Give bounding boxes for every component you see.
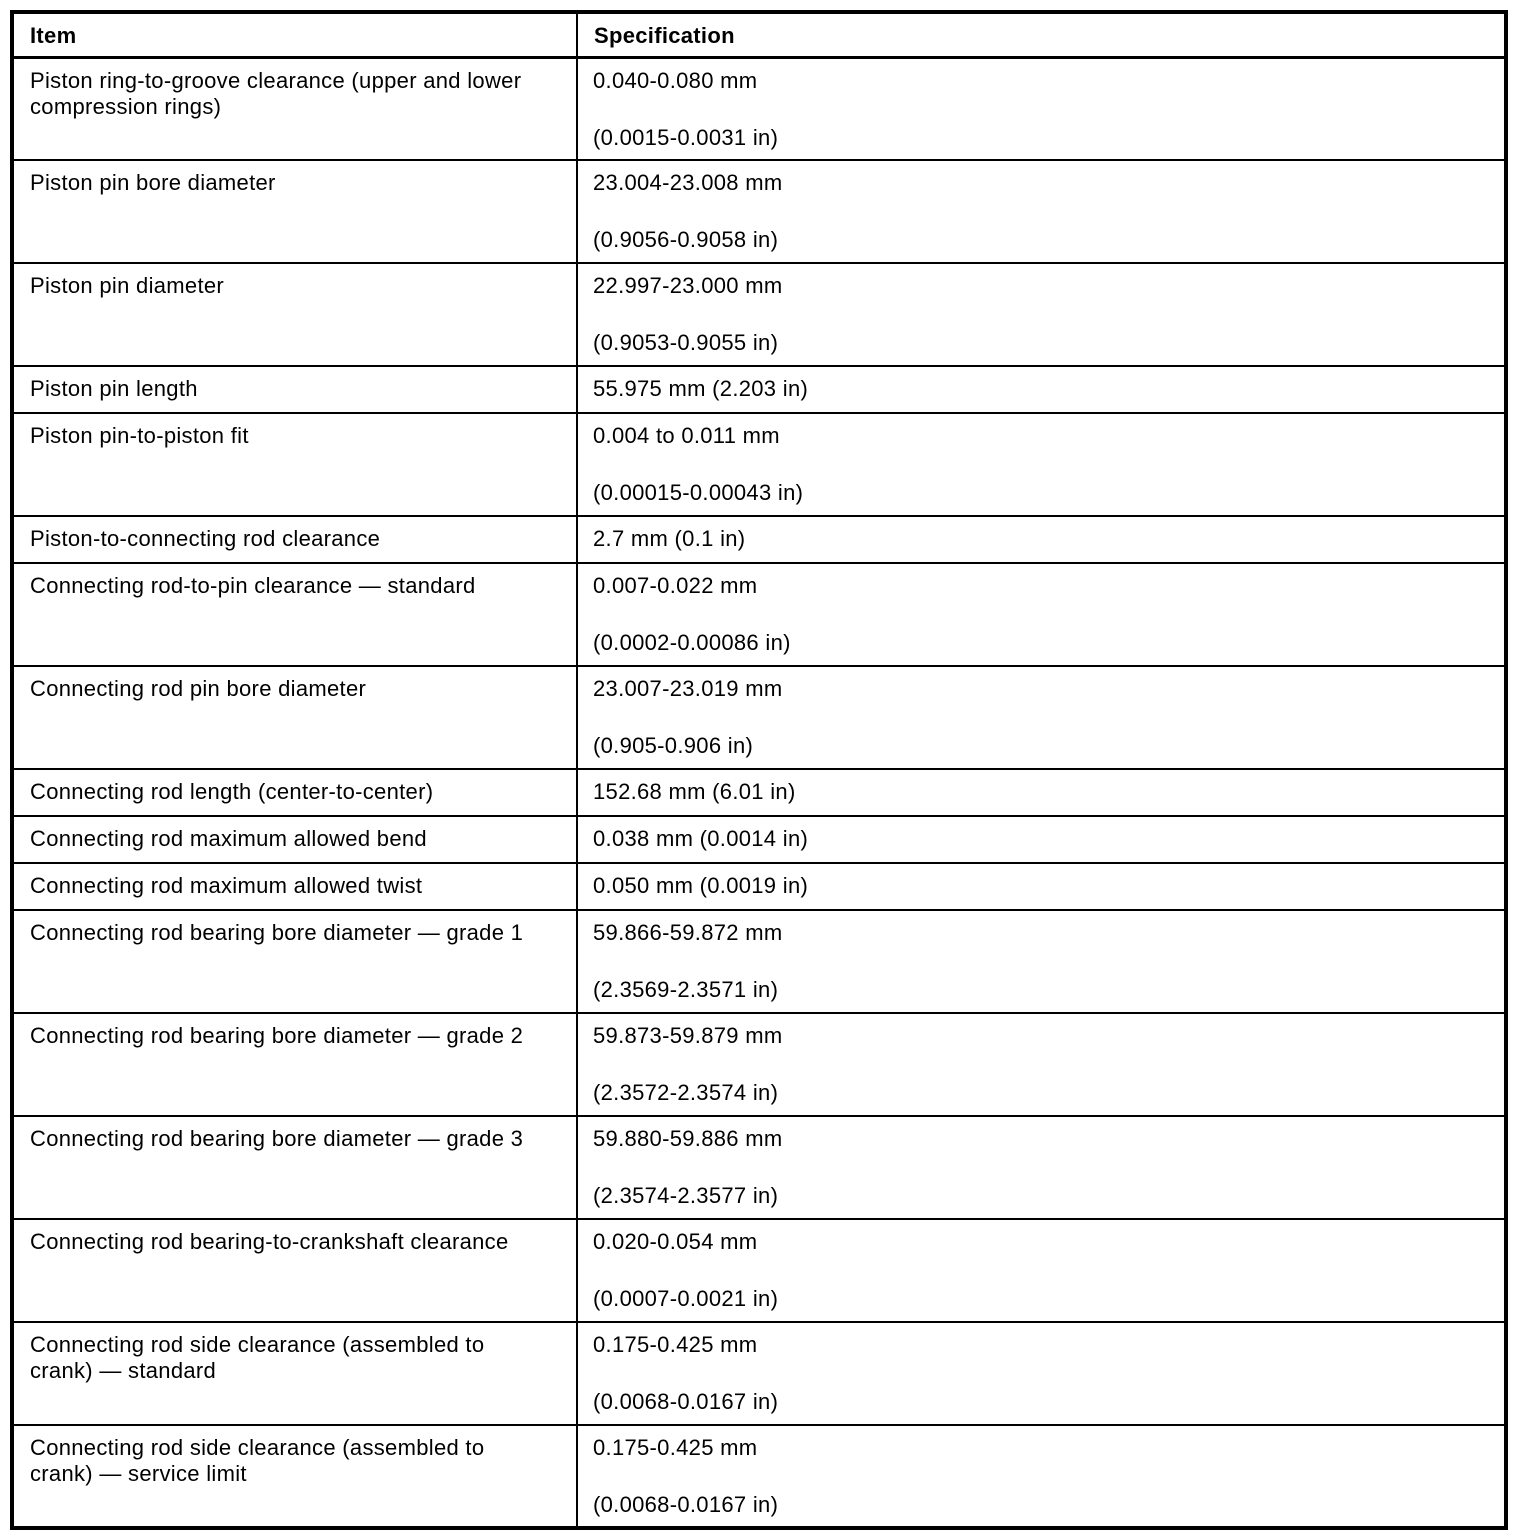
specification-line: 0.040-0.080 mm	[593, 67, 758, 93]
table-row	[12, 1219, 1506, 1322]
item-cell: Connecting rod side clearance (assembled to crank) — service limit	[12, 1425, 577, 1528]
table-row	[12, 263, 1506, 366]
specification-line: 2.7 mm (0.1 in)	[593, 526, 746, 551]
specification-line: 0.175-0.425 mm	[593, 1332, 758, 1357]
specification-cell	[577, 1425, 1506, 1528]
specification-line: (0.0068-0.0167 in)	[593, 1492, 779, 1517]
item-cell: Piston ring-to-groove clearance (upper and lower compression rings)	[12, 57, 577, 160]
table-row	[12, 563, 1506, 666]
item-cell: Connecting rod pin bore diameter	[12, 666, 577, 769]
specification-line: 0.020-0.054 mm	[593, 1229, 758, 1254]
item-cell: Connecting rod length (center-to-center)	[12, 769, 577, 816]
specification-line: (2.3569-2.3571 in)	[593, 977, 779, 1002]
item-cell: Connecting rod maximum allowed twist	[12, 863, 577, 910]
specification-line: (0.0015-0.0031 in)	[593, 124, 779, 150]
table-row	[12, 160, 1506, 263]
item-cell: Connecting rod bearing bore diameter — grade 1	[12, 910, 577, 1013]
table-header-row	[12, 12, 1506, 57]
table-row	[12, 413, 1506, 516]
specification-line: 0.004 to 0.011 mm	[593, 423, 780, 448]
specification-cell	[577, 1116, 1506, 1219]
specification-cell	[577, 816, 1506, 863]
item-cell: Connecting rod bearing bore diameter — grade 2	[12, 1013, 577, 1116]
table-row	[12, 769, 1506, 816]
specification-cell	[577, 1322, 1506, 1425]
specification-line: 22.997-23.000 mm	[593, 273, 783, 298]
specification-cell	[577, 366, 1506, 413]
table-row	[12, 1322, 1506, 1425]
specification-line: (2.3574-2.3577 in)	[593, 1183, 779, 1208]
table-row	[12, 516, 1506, 563]
column-header-specification: Specification	[577, 12, 1506, 57]
specification-cell	[577, 160, 1506, 263]
item-cell: Piston-to-connecting rod clearance	[12, 516, 577, 563]
specification-line: 59.866-59.872 mm	[593, 920, 783, 945]
table-row	[12, 1116, 1506, 1219]
item-cell: Connecting rod-to-pin clearance — standard	[12, 563, 577, 666]
item-cell: Piston pin diameter	[12, 263, 577, 366]
specification-line: (0.0002-0.00086 in)	[593, 630, 791, 655]
specification-line: 0.007-0.022 mm	[593, 573, 758, 598]
item-cell: Piston pin bore diameter	[12, 160, 577, 263]
specification-cell	[577, 910, 1506, 1013]
table-row	[12, 666, 1506, 769]
table-row	[12, 816, 1506, 863]
table-row	[12, 1013, 1506, 1116]
specification-line: (0.9053-0.9055 in)	[593, 330, 779, 355]
specification-line: 0.038 mm (0.0014 in)	[593, 826, 809, 851]
specification-line: (0.9056-0.9058 in)	[593, 227, 779, 252]
specification-cell	[577, 57, 1506, 160]
specification-cell	[577, 1013, 1506, 1116]
specification-table	[10, 10, 1508, 1530]
specification-cell	[577, 263, 1506, 366]
item-cell: Piston pin length	[12, 366, 577, 413]
specification-line: (0.0068-0.0167 in)	[593, 1389, 779, 1414]
specification-cell	[577, 413, 1506, 516]
specification-cell	[577, 666, 1506, 769]
specification-cell	[577, 1219, 1506, 1322]
column-header-item: Item	[12, 12, 577, 57]
table-row	[12, 366, 1506, 413]
table-row	[12, 1425, 1506, 1528]
item-cell: Connecting rod side clearance (assembled to crank) — standard	[12, 1322, 577, 1425]
item-cell: Connecting rod maximum allowed bend	[12, 816, 577, 863]
table-row	[12, 863, 1506, 910]
specification-line: 23.004-23.008 mm	[593, 170, 783, 195]
specification-cell	[577, 516, 1506, 563]
specification-cell	[577, 563, 1506, 666]
item-cell: Connecting rod bearing bore diameter — grade 3	[12, 1116, 577, 1219]
specification-line: 59.873-59.879 mm	[593, 1023, 783, 1048]
specification-line: 0.175-0.425 mm	[593, 1435, 758, 1460]
item-cell: Connecting rod bearing-to-crankshaft clearance	[12, 1219, 577, 1322]
specification-cell	[577, 863, 1506, 910]
specification-line: 23.007-23.019 mm	[593, 676, 783, 701]
specification-line: 59.880-59.886 mm	[593, 1126, 783, 1151]
specification-line: 55.975 mm (2.203 in)	[593, 376, 809, 401]
item-cell: Piston pin-to-piston fit	[12, 413, 577, 516]
specification-line: (2.3572-2.3574 in)	[593, 1080, 779, 1105]
specification-cell	[577, 769, 1506, 816]
specification-line: (0.0007-0.0021 in)	[593, 1286, 779, 1311]
table-row	[12, 57, 1506, 160]
specification-line: 0.050 mm (0.0019 in)	[593, 873, 809, 898]
table-row	[12, 910, 1506, 1013]
specification-line: 152.68 mm (6.01 in)	[593, 779, 796, 804]
specification-line: (0.905-0.906 in)	[593, 733, 754, 758]
specification-line: (0.00015-0.00043 in)	[593, 480, 804, 505]
